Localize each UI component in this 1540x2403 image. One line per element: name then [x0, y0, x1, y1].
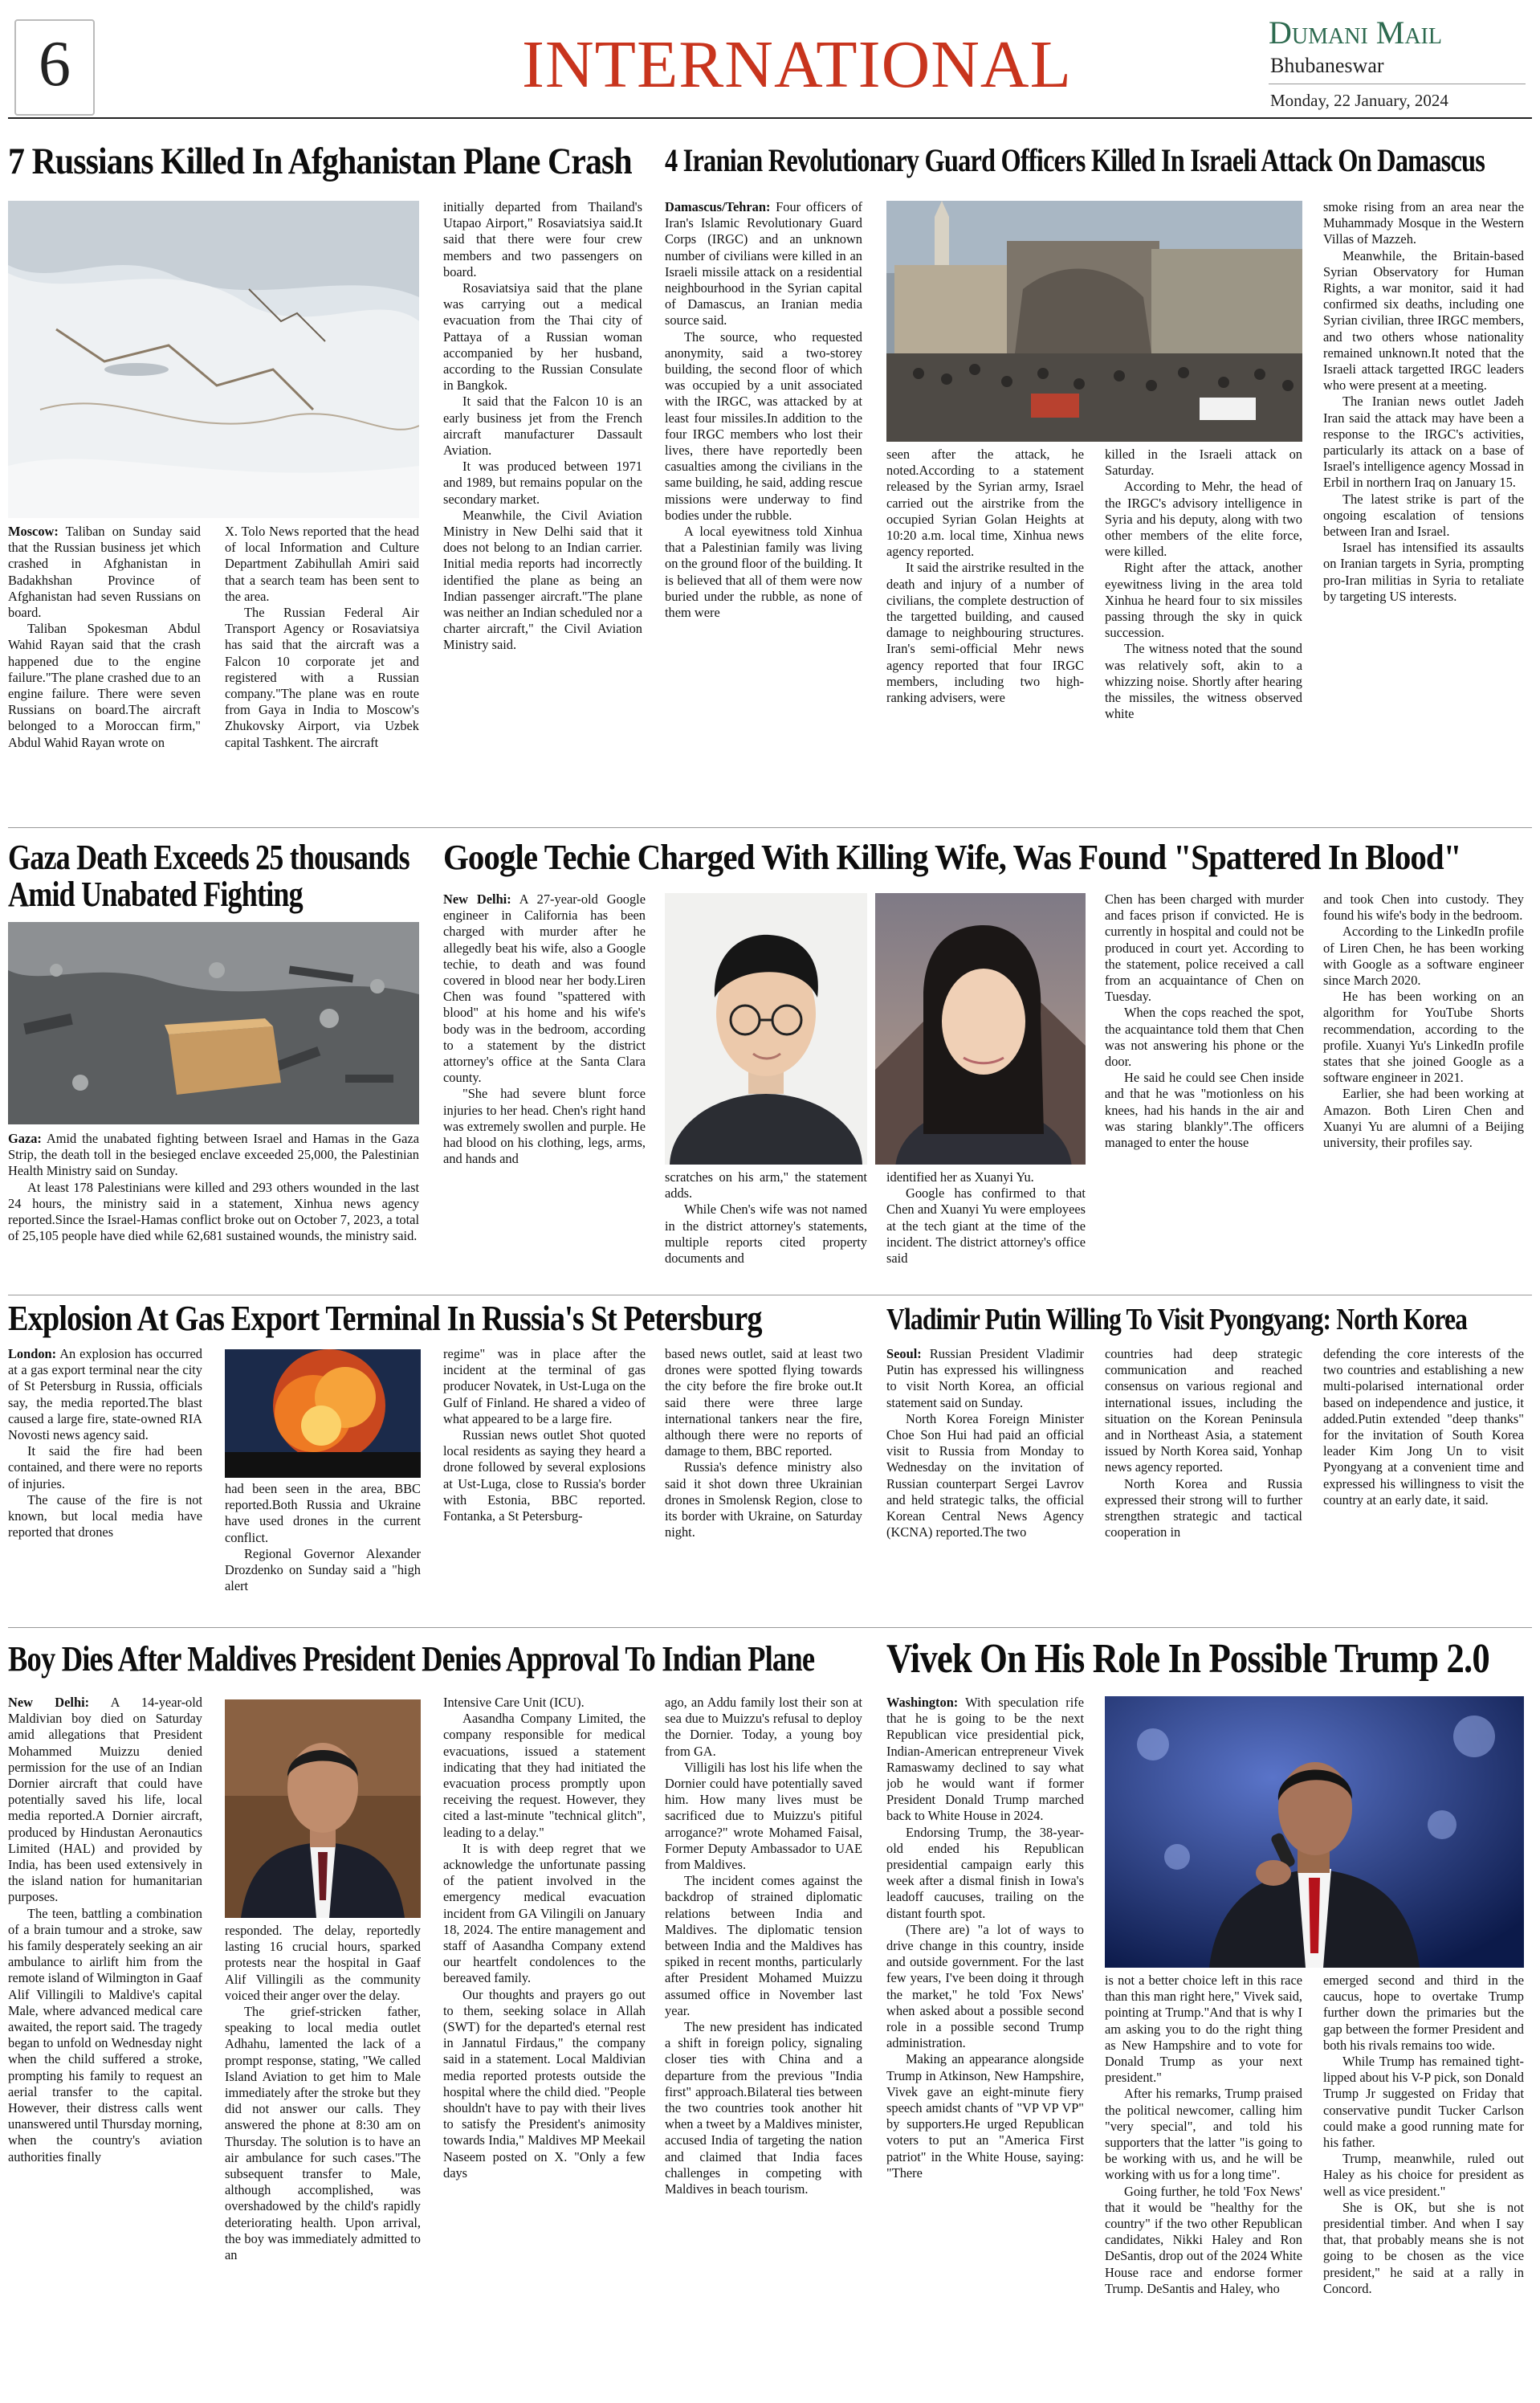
afghan-col-2 [225, 524, 419, 819]
photo-damascus-strike [886, 201, 1302, 442]
section-rule-1 [8, 827, 1532, 828]
body-paragraph: Taliban Spokesman Abdul Wahid Rayan said that the crash happened due to the engine failure."The plane crashed due to an engine failure. There were seven Russians on board.The aircraft belonged to a Moroccan firm," Abdul Wahid Rayan wrote on [8, 621, 201, 750]
google-col-5 [1323, 891, 1524, 1288]
dateline: New Delhi: [8, 1695, 90, 1710]
putin-col-1 [886, 1346, 1084, 1619]
body-text: Russian President Vladimir Putin has expressed his willingness to visit North Korea, an official statement said on Sunday. [886, 1346, 1084, 1410]
headline-vivek: Vivek On His Role In Possible Trump 2.0 [886, 1636, 1489, 1682]
page-number: 6 [39, 29, 71, 100]
photo-xuanyi-yu [875, 893, 1086, 1165]
dateline: Moscow: [8, 524, 59, 539]
body-paragraph [886, 1346, 1084, 1411]
body-paragraph: Rosaviatsiya said that the plane was carrying out a medical evacuation from the Thai city of Pattaya of a Russian woman accompanied by her husband, according to the Russian Consulate in Bangkok. [443, 280, 642, 394]
body-paragraph: North Korea Foreign Minister Choe Son Hui had paid an official visit to Russia from Monday to Wednesday on the invitation of Russian counterpart Sergei Lavrov and held strategic talks, the official Korean Central News Agency (KCNA) reported.The two [886, 1410, 1084, 1540]
body-paragraph: smoke rising from an area near the Muhammady Mosque in the Western Villas of Mazzeh. [1323, 199, 1524, 247]
body-paragraph: Right after the attack, another eyewitness living in the area told Xinhua he heard four to six missiles passing through the sky in quick succession. [1105, 560, 1302, 641]
body-paragraph: responded. The delay, reportedly lasting 16 crucial hours, sparked protests near the hospital in Gaaf Alif Villingili as the community voiced their anger over the delay. [225, 1923, 421, 2003]
issue-date: Monday, 22 January, 2024 [1270, 91, 1448, 110]
body-paragraph: Meanwhile, the Civil Aviation Ministry in New Delhi said that it does not belong to an Indian carrier. Initial media reports had incorrectly identified the plane as being an Indian passenger aircraft."The plane was neither an Indian scheduled nor a charter aircraft," the Civil Aviation Ministry said. [443, 507, 642, 653]
body-paragraph [8, 1131, 419, 1180]
photo-mohamed-muizzu [225, 1699, 421, 1918]
masthead-rule [8, 117, 1532, 119]
body-text: A 27-year-old Google engineer in California has been charged with murder after he allegedly beat his wife, also a Google techie, to death and was found covered in blood near her body.Liren Chen was found "spattered with blood" at his home and his wife's body was in the bedroom, according to a statement by the district attorney's office at the Santa Clara county. [443, 891, 646, 1086]
body-paragraph: It is with deep regret that we acknowledge the unfortunate passing of the patient involved in the emergency medical evacuation incident from GA Vilingili on January 18, 2024. The entire management and staff of Aasandha Company extend our heartfelt condolences to the bereaved family. [443, 1840, 646, 1986]
google-col-1 [443, 891, 646, 1288]
body-paragraph: Israel has intensified its assaults on Iranian targets in Syria, prompting pro-Iran militias in Syria to retaliate by targeting US interests. [1323, 540, 1524, 604]
body-paragraph: Endorsing Trump, the 38-year-old ended his Republican presidential campaign early this week after a dismal finish in Iowa's leadoff caucuses, trailing on the distant fourth spot. [886, 1824, 1084, 1921]
damascus-col-1 [665, 199, 862, 819]
body-paragraph: When the cops reached the spot, the acquaintance told them that Chen was not answering his phone or the door. [1105, 1005, 1304, 1070]
body-paragraph: It said the fire had been contained, and there were no reports of injuries. [8, 1443, 202, 1491]
body-paragraph: is not a better choice left in this race than this man right here," Vivek said, pointing at Trump."And that is why I am asking you to do the right thing as New Hampshire and to vote for Donald Trump as your next president." [1105, 1973, 1302, 2086]
body-paragraph: Intensive Care Unit (ICU). [443, 1695, 585, 1710]
body-paragraph: The latest strike is part of the ongoing escalation of tensions between Iran and Israel. [1323, 491, 1524, 540]
body-paragraph: He said he could see Chen inside and that he was "motionless on his knees, had his hands in the air and was staring blankly".The officers managed to enter the house [1105, 1070, 1304, 1151]
body-paragraph: The cause of the fire is not known, but local media have reported that drones [8, 1491, 202, 1540]
vivek-col-2 [1105, 1973, 1302, 2403]
body-paragraph: Going further, he told 'Fox News' that it would be "healthy for the country" if the two other Republican candidates, Nikki Haley and Ron DeSantis, drop out of the 2024 White House race and endorse former Trump. DeSantis and Haley, who [1105, 2183, 1302, 2296]
maldives-col-3 [443, 1695, 646, 2403]
body-paragraph: (There are) "a lot of ways to drive change in this country, inside and outside government. For the last few years, I've been doing it through the market," he told 'Fox News' when asked about a possible second role in a possible second Trump administration. [886, 1921, 1084, 2051]
maldives-col-1 [8, 1695, 202, 2403]
body-paragraph: While Chen's wife was not named in the district attorney's statements, multiple reports cited property documents and [665, 1202, 867, 1267]
body-text: A 14-year-old Maldivian boy died on Saturday amid allegations that President Mohammed Muizzu denied permission for the use of an Indian Dornier aircraft that could have potentially saved his life, local media reported.A Dornier aircraft, produced by Hindustan Aeronautics Limited (HAL) and provided by India, has been used extensively in the island nation for humanitarian purposes. [8, 1695, 202, 1905]
body-paragraph [8, 1346, 202, 1443]
dateline: London: [8, 1346, 57, 1361]
body-paragraph: The incident comes against the backdrop of strained diplomatic relations between India and Maldives. The diplomatic tension between India and the Maldives has spiked in recent months, particularly after President Mohamed Muizzu assumed office in November last year. [665, 1873, 862, 2018]
body-paragraph: The witness noted that the sound was relatively soft, akin to a whizzing noise. Shortly after hearing the missiles, the witness observed white [1105, 641, 1302, 722]
body-paragraph: defending the core interests of the two countries and establishing a new multi-polarised international order based on independence and justice, it added.Putin extended "deep thanks" for the invitation of South Korea leader Kim Jong Un to visit Pyongyang at a convenient time and expressed his willingness to visit the country at an early date, it said. [1323, 1346, 1524, 1507]
body-text: Amid the unabated fighting between Israel and Hamas in the Gaza Strip, the death toll in the besieged enclave exceeded 25,000, the Palestinian Health Ministry said on Sunday. [8, 1131, 419, 1179]
putin-col-3 [1323, 1346, 1524, 1619]
body-paragraph: X. Tolo News reported that the head of local Information and Culture Department Zabihullah Amiri said that a search team has been sent to the area. [225, 524, 419, 604]
body-paragraph: emerged second and third in the caucus, hope to overtake Trump further down the primaries but the gap between the former President and both his rivals remains too wide. [1323, 1973, 1524, 2053]
gaza-col-1 [8, 1131, 419, 1288]
google-col-4 [1105, 891, 1304, 1288]
damascus-col-4 [1323, 199, 1524, 819]
dateline: Seoul: [886, 1346, 922, 1361]
body-paragraph [886, 1695, 1084, 1825]
body-paragraph: A local eyewitness told Xinhua that a Palestinian family was living on the ground floor of the building. It is believed that all of them were now buried under the rubble, as none of them were [665, 524, 862, 621]
photo-liren-chen [665, 893, 867, 1165]
body-paragraph: identified her as Xuanyi Yu. [886, 1169, 1034, 1185]
photo-vivek-ramaswamy [1105, 1696, 1524, 1968]
body-paragraph: countries had deep strategic communication and reached consensus on various regional and international issues, including the situation on the Korean Peninsula and in Northeast Asia, a statement issued by North Korea said, Yonhap news agency reported. [1105, 1346, 1302, 1475]
petersburg-col-1 [8, 1346, 202, 1619]
headline-gaza-line-2: Amid Unabated Fighting [8, 875, 303, 914]
body-paragraph: initially departed from Thailand's Utapao Airport," Rosaviatsiya said.It said that there were four crew members and two passengers on board. [443, 199, 642, 279]
body-paragraph: based news outlet, said at least two drones were spotted flying towards the city before the fire broke out.It said there were three large international tankers near the fire, although there were no reports of damage to them, BBC reported. [665, 1346, 862, 1459]
body-paragraph: had been seen in the area, BBC reported.Both Russia and Ukraine have used drones in the current conflict. [225, 1481, 421, 1545]
body-paragraph: At least 178 Palestinians were killed and 293 others wounded in the last 24 hours, the ministry said in a statement, Xinhua news agency reported.Since the Israel-Hamas conflict broke out on October 7, 2023, a total of 25,105 people have died while 62,681 sustained wounds, the ministry said. [8, 1179, 419, 1244]
body-paragraph [8, 524, 201, 621]
body-paragraph: Earlier, she had been working at Amazon. Both Liren Chen and Xuanyi Yu are alumni of a Beijing university, their profiles say. [1323, 1086, 1524, 1151]
body-paragraph: The grief-stricken father, speaking to local media outlet Adhahu, lamented the lack of a prompt response, stating, "We called Island Aviation to get him to Male immediately after the stroke but they did not answer our calls. They answered the phone at 8:30 am on Thursday. The solution is to have an air ambulance for such cases."The subsequent transfer to Male, although accomplished, was overshadowed by the child's rapidly deteriorating health. Upon arrival, the boy was immediately admitted to an [225, 2004, 421, 2263]
body-paragraph: Trump, meanwhile, ruled out Haley as his choice for president as well as vice president." [1323, 2151, 1524, 2199]
body-paragraph: Google has confirmed to that Chen and Xuanyi Yu were employees at the tech giant at the time of the incident. The district attorney's office said [886, 1185, 1086, 1267]
body-paragraph: Regional Governor Alexander Drozdenko on Sunday said a "high alert [225, 1545, 421, 1594]
photo-snow-crash-site [8, 201, 419, 518]
headline-petersburg: Explosion At Gas Export Terminal In Russia's St Petersburg [8, 1299, 762, 1338]
photo-gaza-rubble [8, 922, 419, 1124]
body-paragraph: After his remarks, Trump praised the political newcomer, calling him "very special", and told his supporters that the latter "is going to be working with us, and he will be working with us for a long time". [1105, 2086, 1302, 2183]
body-paragraph: ago, an Addu family lost their son at sea due to Muizzu's refusal to deploy the Dornier. Today, a young boy from GA. [665, 1695, 862, 1759]
headline-putin: Vladimir Putin Willing To Visit Pyongyang: North Korea [886, 1303, 1468, 1336]
maldives-col-2 [225, 1923, 421, 2403]
headline-afghan-crash: 7 Russians Killed In Afghanistan Plane Crash [8, 141, 632, 182]
body-paragraph: scratches on his arm," the statement adds. [665, 1169, 867, 1202]
headline-gaza-line-1: Gaza Death Exceeds 25 thousands [8, 838, 409, 877]
body-paragraph: Russian news outlet Shot quoted local residents as saying they heard a drone followed by several explosions at Ust-Luga, close to Russia's border with Estonia, BBC reported. Fontanka, a St Petersburg- [443, 1427, 646, 1524]
body-paragraph: According to the LinkedIn profile of Liren Chen, he has been working with Google as a software engineer since March 2020. [1323, 924, 1524, 989]
body-paragraph: North Korea and Russia expressed their strong will to further strengthen strategic and tactical cooperation in [1105, 1475, 1302, 1540]
body-paragraph: It was produced between 1971 and 1989, but remains popular on the secondary market. [443, 459, 642, 507]
photo-terminal-fire [225, 1349, 421, 1478]
body-paragraph: Making an appearance alongside Trump in Atkinson, New Hampshire, Vivek gave an eight-minute fiery speech amidst chants of "VP VP VP" by supporters.He urged Republican voters to put an "America First patriot" in the White House, saying: "There [886, 2051, 1084, 2181]
body-paragraph [8, 1695, 202, 1906]
google-col-3 [886, 1169, 1086, 1288]
body-paragraph: It said that the Falcon 10 is an early business jet from the French aircraft manufacturer Dassault Aviation. [443, 394, 642, 459]
petersburg-col-2 [225, 1481, 421, 1619]
body-paragraph: "She had severe blunt force injuries to her head. Chen's right hand was extremely swollen and purple. He had blood on his clothing, legs, arms, and hands and [443, 1086, 646, 1167]
body-paragraph: Aasandha Company Limited, the company responsible for medical evacuations, issued a statement indicating that they had initiated the evacuation process promptly upon receiving the request. However, they cited a last-minute "technical glitch", leading to a delay." [443, 1711, 646, 1840]
body-paragraph: Chen has been charged with murder and faces prison if convicted. He is currently in hospital and could not be produced in court yet. According to the statement, police received a call from an acquaintance of Chen on Tuesday. [1105, 891, 1304, 1005]
damascus-col-3 [1105, 447, 1302, 819]
dateline: Washington: [886, 1695, 959, 1710]
dateline: Damascus/Tehran: [665, 199, 771, 214]
headline-maldives: Boy Dies After Maldives President Denies Approval To Indian Plane [8, 1639, 815, 1679]
body-text: With speculation rife that he is going to be the next Republican vice presidential pick, Indian-American entrepreneur Vivek Ramaswamy declined to say what job he would want if former President Donald Trump marched back to White House in 2024. [886, 1695, 1084, 1824]
headline-damascus: 4 Iranian Revolutionary Guard Officers Killed In Israeli Attack On Damascus [665, 142, 1485, 178]
body-paragraph: The Iranian news outlet Jadeh Iran said the attack may have been a response to the IRGC's activities, particularly its attack on a base of Israel's intelligence agency Mossad in Erbil in northern Iraq on January 15. [1323, 394, 1524, 491]
section-title: INTERNATIONAL [522, 27, 1072, 102]
body-paragraph: Our thoughts and prayers go out to them, seeking solace in Allah (SWT) for the departed's eternal rest in Jannatul Firdaus," the company said in a statement. Local Maldivian media reported protests outside the hospital where the child died. "People shouldn't have to pay with their lives to satisfy the President's animosity towards India," Maldives MP Meekail Naseem posted on X. "Only a few days [443, 1986, 646, 2181]
body-paragraph: He has been working on an algorithm for YouTube Shorts recommendation, according to the profile. Xuanyi Yu's LinkedIn profile states that she joined Google as a software engineer in 2021. [1323, 989, 1524, 1086]
afghan-col-1 [8, 524, 201, 819]
body-paragraph: The new president has indicated a shift in foreign policy, signaling closer ties with China and a departure from the previous "India first" approach.Bilateral ties between the two countries took another hit when a tweet by a Maldives minister, accused India of targeting the nation and claimed that India faces challenges in competing with Maldives in beach tourism. [665, 2019, 862, 2197]
putin-col-2 [1105, 1346, 1302, 1619]
maldives-col-4 [665, 1695, 862, 2403]
paper-name: Dumani Mail [1269, 14, 1442, 51]
dateline: Gaza: [8, 1131, 42, 1146]
body-text: Taliban on Sunday said that the Russian business jet which crashed in Afghanistan in Badakhshan Province of Afghanistan had seven Russians on board. [8, 524, 201, 621]
body-paragraph: Russia's defence ministry also said it shot down three Ukrainian drones in Smolensk Region, close to its border with Ukraine, on Saturday night. [665, 1459, 862, 1540]
vivek-col-3 [1323, 1973, 1524, 2403]
body-paragraph: The source, who requested anonymity, said a two-storey building, the second floor of which was occupied by a unit associated with the IRGC, was attacked by at least four missiles.In addition to the four IRGC members who lost their lives, there have reportedly been casualties among the civilians in the same building, he said, adding rescue missions were underway to find bodies under the rubble. [665, 328, 862, 523]
body-text: An explosion has occurred at a gas export terminal near the city of St Petersburg in Russia, officials say, the media reported.The blast caused a large fire, state-owned RIA Novosti news agency said. [8, 1346, 202, 1443]
body-paragraph: seen after the attack, he noted.According to a statement released by the Syrian army, Israel carried out the airstrike from the occupied Syrian Golan Heights at 10:20 a.m. local time, Xinhua news agency reported. [886, 447, 1084, 560]
body-paragraph: killed in the Israeli attack on Saturday. [1105, 447, 1302, 479]
body-paragraph [665, 199, 862, 329]
body-paragraph: While Trump has remained tight-lipped about his V-P pick, son Donald Trump Jr suggested on Friday that conservative pundit Tucker Carlson could make a good running mate for his father. [1323, 2054, 1524, 2151]
section-rule-3 [8, 1627, 1532, 1628]
petersburg-col-4 [665, 1346, 862, 1619]
body-paragraph: The teen, battling a combination of a brain tumour and a stroke, saw his family desperately seeking an air ambulance to airlift him from the remote island of Wilmington in Gaaf Alif Villingili to Maldive's capital Male, where advanced medical care awaited, the report said. The tragedy began to unfold on Wednesday night when the child suffered a stroke, prompting his family to request an aerial transfer to the capital. However, their distress calls went unanswered until Thursday morning, when the country's aviation authorities finally [8, 1905, 202, 2164]
body-paragraph: According to Mehr, the head of the IRGC's advisory intelligence in Syria and his deputy, along with two other members of the elite force, were killed. [1105, 479, 1302, 560]
body-paragraph: The Russian Federal Air Transport Agency or Rosaviatsiya has said that the aircraft was a Falcon 10 corporate jet and registered with a Russian company."The plane was en route from Gaya in India to Moscow's Zhukovsky Airport, via Uzbek capital Tashkent. The aircraft [225, 605, 419, 750]
body-paragraph: regime" was in place after the incident at the terminal of gas producer Novatek, in Ust-Luga on the Gulf of Finland. He shared a video of what appeared to be a large fire. [443, 1346, 646, 1426]
body-paragraph: and took Chen into custody. They found his wife's body in the bedroom. [1323, 891, 1524, 924]
body-paragraph: She is OK, but she is not presidential timber. And when I say that, that probably means she is not going to be chosen as the vice president," he said at a rally in Concord. [1323, 2199, 1524, 2296]
body-paragraph: Villigili has lost his life when the Dornier could have potentially saved him. How many lives must be sacrificed due to Muizzu's pitiful arrogance?" wrote Mohamed Faisal, Former Deputy Ambassador to UAE from Maldives. [665, 1759, 862, 1873]
city: Bhubaneswar [1270, 54, 1384, 77]
petersburg-col-3 [443, 1346, 646, 1619]
body-paragraph: It said the airstrike resulted in the death and injury of a number of civilians, the complete destruction of the targetted building, and caused damage to neighbouring structures. Iran's semi-official Mehr news agency reported that four IRGC members, including two high-ranking advisers, were [886, 560, 1084, 706]
body-text: Four officers of Iran's Islamic Revolutionary Guard Corps (IRGC) and an unknown number of civilians were killed in an Israeli missile attack on a residential neighbourhood in the Syrian capital of Damascus, an Iranian media source said. [665, 199, 862, 328]
headline-google: Google Techie Charged With Killing Wife, Was Found "Spattered In Blood" [443, 838, 1461, 877]
afghan-col-3 [443, 199, 642, 819]
body-paragraph: Meanwhile, the Britain-based Syrian Observatory for Human Rights, a war monitor, said it had confirmed six deaths, including one Syrian civilian, three IRGC members, and two others whose nationality remained unknown.It noted that the Israeli attack targetted IRGC leaders who were present at a meeting. [1323, 247, 1524, 394]
damascus-col-2 [886, 447, 1084, 819]
body-paragraph [443, 891, 646, 1086]
google-col-2 [665, 1169, 867, 1288]
vivek-col-1 [886, 1695, 1084, 2403]
dateline: New Delhi: [443, 891, 511, 907]
